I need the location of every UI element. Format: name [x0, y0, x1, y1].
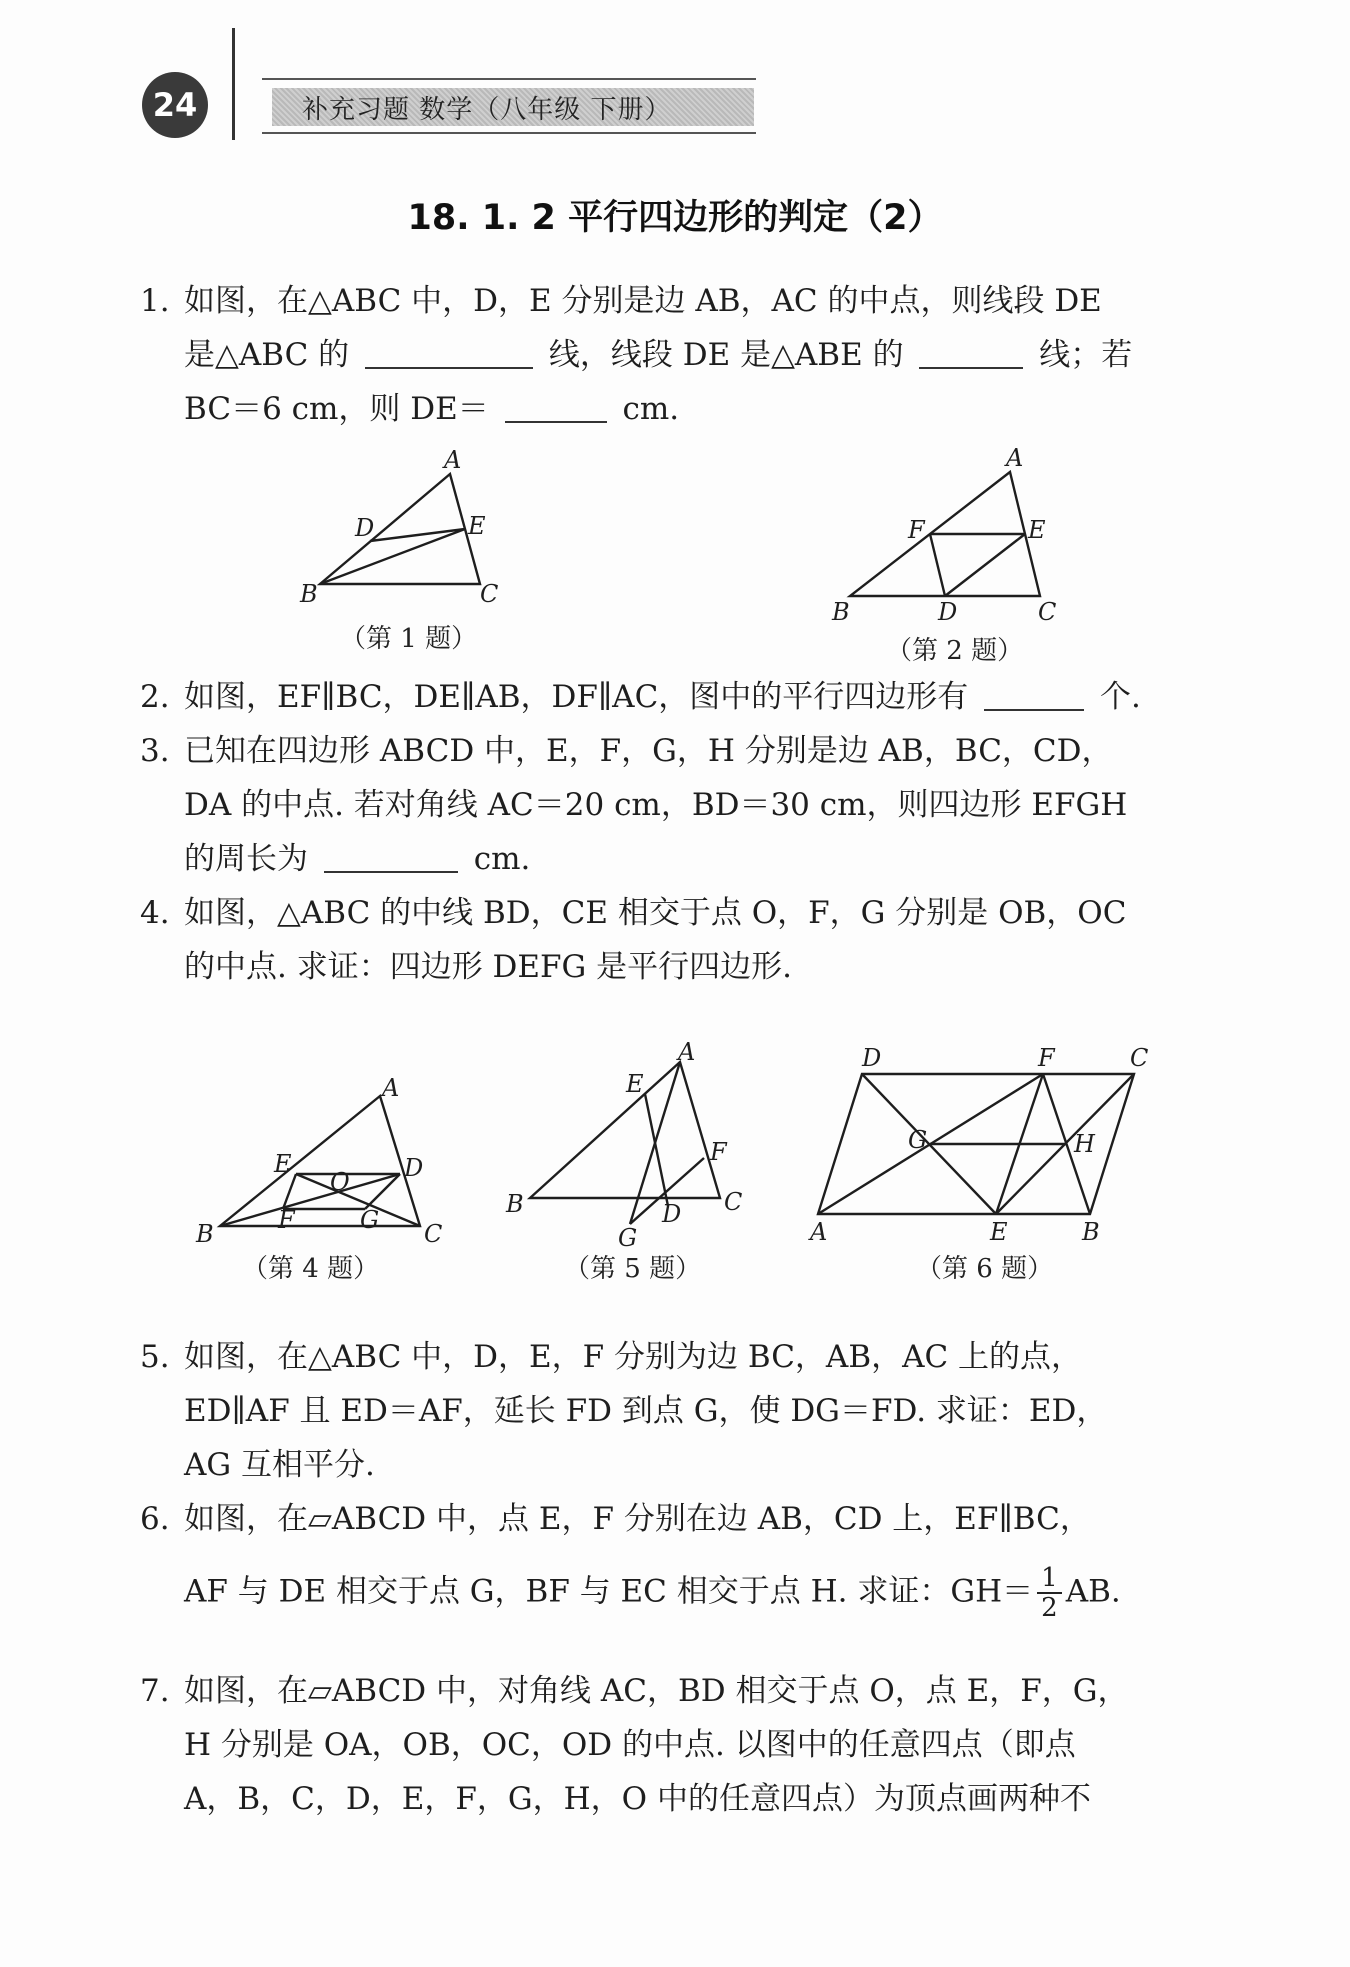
label-g: G — [618, 1224, 638, 1252]
question-text: AG 互相平分. — [184, 1447, 375, 1483]
question-text: 如图，△ABC 的中线 BD，CE 相交于点 O，F，G 分别是 OB，OC — [184, 895, 1127, 931]
label-g: G — [360, 1206, 380, 1234]
text-segment: BC＝6 cm，则 DE＝ — [184, 391, 489, 427]
question-text: ED∥AF 且 ED＝AF，延长 FD 到点 G，使 DG＝FD. 求证：ED， — [184, 1393, 1108, 1429]
label-a: A — [1006, 444, 1024, 472]
label-d: D — [938, 598, 958, 626]
figure-2-diagram — [830, 444, 1080, 630]
page-number-badge: 24 — [142, 72, 208, 138]
label-e: E — [468, 512, 486, 540]
segment-de — [945, 534, 1025, 596]
question-text: 如图，EF∥BC，DE∥AB，DF∥AC，图中的平行四边形有 — [184, 679, 969, 715]
section-title: 18. 1. 2 平行四边形的判定（2） — [407, 198, 943, 238]
question-number: 1. — [140, 283, 170, 319]
text-segment: 的周长为 — [184, 841, 308, 877]
figure-1-diagram — [300, 446, 520, 620]
label-e: E — [1028, 516, 1046, 544]
label-g: G — [908, 1126, 928, 1154]
page-header — [0, 0, 1350, 160]
question-text: 已知在四边形 ABCD 中，E，F，G，H 分别是边 AB，BC，CD， — [184, 733, 1113, 769]
figure-caption: （第 5 题） — [564, 1254, 702, 1284]
fraction — [1037, 1564, 1062, 1622]
label-a: A — [678, 1038, 696, 1066]
label-d: D — [862, 1044, 882, 1072]
label-e: E — [274, 1150, 292, 1178]
question-number: 6. — [140, 1501, 170, 1537]
label-d: D — [662, 1200, 682, 1228]
text-segment: 线；若 — [1039, 337, 1133, 373]
label-f: F — [908, 516, 925, 544]
figure-caption: （第 4 题） — [242, 1254, 380, 1284]
fraction-denominator: 2 — [1041, 1593, 1058, 1623]
figure-1 — [300, 446, 520, 654]
label-c: C — [480, 580, 499, 608]
label-c: C — [1038, 598, 1057, 626]
answer-blank[interactable] — [505, 391, 607, 423]
figure-4 — [190, 1070, 450, 1284]
text-segment: 是△ABC 的 — [184, 337, 350, 373]
question-text: 如图，在▱ABCD 中，对角线 AC，BD 相交于点 O，点 E，F，G， — [184, 1673, 1129, 1709]
label-f: F — [710, 1138, 727, 1166]
figure-caption: （第 6 题） — [916, 1254, 1054, 1284]
question-number: 7. — [140, 1673, 170, 1709]
question-number: 3. — [140, 733, 170, 769]
label-f: F — [278, 1206, 295, 1234]
label-a: A — [382, 1074, 400, 1102]
label-o: O — [330, 1168, 350, 1196]
question-text: 的中点. 求证：四边形 DEFG 是平行四边形. — [184, 949, 793, 985]
label-d: D — [355, 514, 375, 542]
answer-blank[interactable] — [365, 337, 533, 369]
figure-caption: （第 2 题） — [886, 636, 1024, 666]
answer-blank[interactable] — [919, 337, 1023, 369]
question-text: DA 的中点. 若对角线 AC＝20 cm，BD＝30 cm，则四边形 EFGH — [184, 787, 1128, 823]
figure-caption: （第 1 题） — [340, 624, 478, 654]
label-a: A — [810, 1218, 828, 1246]
segment-fd — [930, 534, 945, 596]
question-number: 5. — [140, 1339, 170, 1375]
figure-6-diagram — [810, 1040, 1170, 1246]
question-text: 如图，在▱ABCD 中，点 E，F 分别在边 AB，CD 上，EF∥BC， — [184, 1501, 1091, 1537]
label-b: B — [832, 598, 850, 626]
header-divider — [232, 28, 235, 140]
book-title: 补充习题 数学（八年级 下册） — [272, 88, 754, 126]
figure-5-diagram — [500, 1038, 760, 1252]
answer-blank[interactable] — [984, 679, 1084, 711]
fraction-numerator: 1 — [1037, 1564, 1062, 1594]
label-b: B — [1082, 1218, 1100, 1246]
label-b: B — [196, 1220, 214, 1248]
text-segment: 线，线段 DE 是△ABE 的 — [548, 337, 904, 373]
question-text-line — [184, 1564, 1210, 1622]
question-text-line — [184, 382, 1210, 436]
label-b: B — [300, 580, 318, 608]
label-c: C — [1130, 1044, 1149, 1072]
text-segment: AF 与 DE 相交于点 G，BF 与 EC 相交于点 H. 求证：GH＝ — [184, 1573, 1034, 1610]
header-rule-top — [262, 78, 756, 80]
label-h: H — [1074, 1130, 1095, 1158]
question-text-line — [184, 832, 1210, 886]
label-d: D — [404, 1154, 424, 1182]
question-4 — [140, 886, 1210, 994]
header-rule-bottom — [262, 132, 756, 134]
text-segment: AB. — [1065, 1573, 1121, 1610]
question-2 — [140, 670, 1210, 724]
figure-4-diagram — [190, 1070, 450, 1248]
label-c: C — [424, 1220, 443, 1248]
question-text: H 分别是 OA，OB，OC，OD 的中点. 以图中的任意四点（即点 — [184, 1727, 1076, 1763]
text-segment: cm. — [473, 841, 531, 877]
question-1 — [140, 274, 1210, 436]
text-segment: cm. — [622, 391, 680, 427]
question-number: 4. — [140, 895, 170, 931]
label-c: C — [724, 1188, 743, 1216]
figure-5 — [500, 1038, 760, 1284]
median-ce — [296, 1174, 420, 1226]
question-3 — [140, 724, 1210, 886]
triangle-abc — [530, 1062, 720, 1198]
question-6 — [140, 1492, 1210, 1622]
question-text-line — [184, 328, 1210, 382]
label-a: A — [444, 446, 462, 474]
question-text: 如图，在△ABC 中，D，E 分别是边 AB，AC 的中点，则线段 DE — [184, 283, 1102, 319]
figure-6 — [810, 1040, 1170, 1284]
figure-2 — [830, 444, 1080, 666]
label-e: E — [990, 1218, 1008, 1246]
question-5 — [140, 1330, 1210, 1492]
label-f: F — [1038, 1044, 1055, 1072]
answer-blank[interactable] — [324, 841, 458, 873]
label-e: E — [626, 1070, 644, 1098]
question-text: A，B，C，D，E，F，G，H，O 中的任意四点）为顶点画两种不 — [184, 1781, 1091, 1817]
question-text: 如图，在△ABC 中，D，E，F 分别为边 BC，AB，AC 上的点， — [184, 1339, 1083, 1375]
text-segment: 个. — [1100, 679, 1141, 715]
question-7 — [140, 1664, 1210, 1826]
triangle-abc — [220, 1096, 420, 1226]
question-number: 2. — [140, 679, 170, 715]
label-b: B — [506, 1190, 524, 1218]
